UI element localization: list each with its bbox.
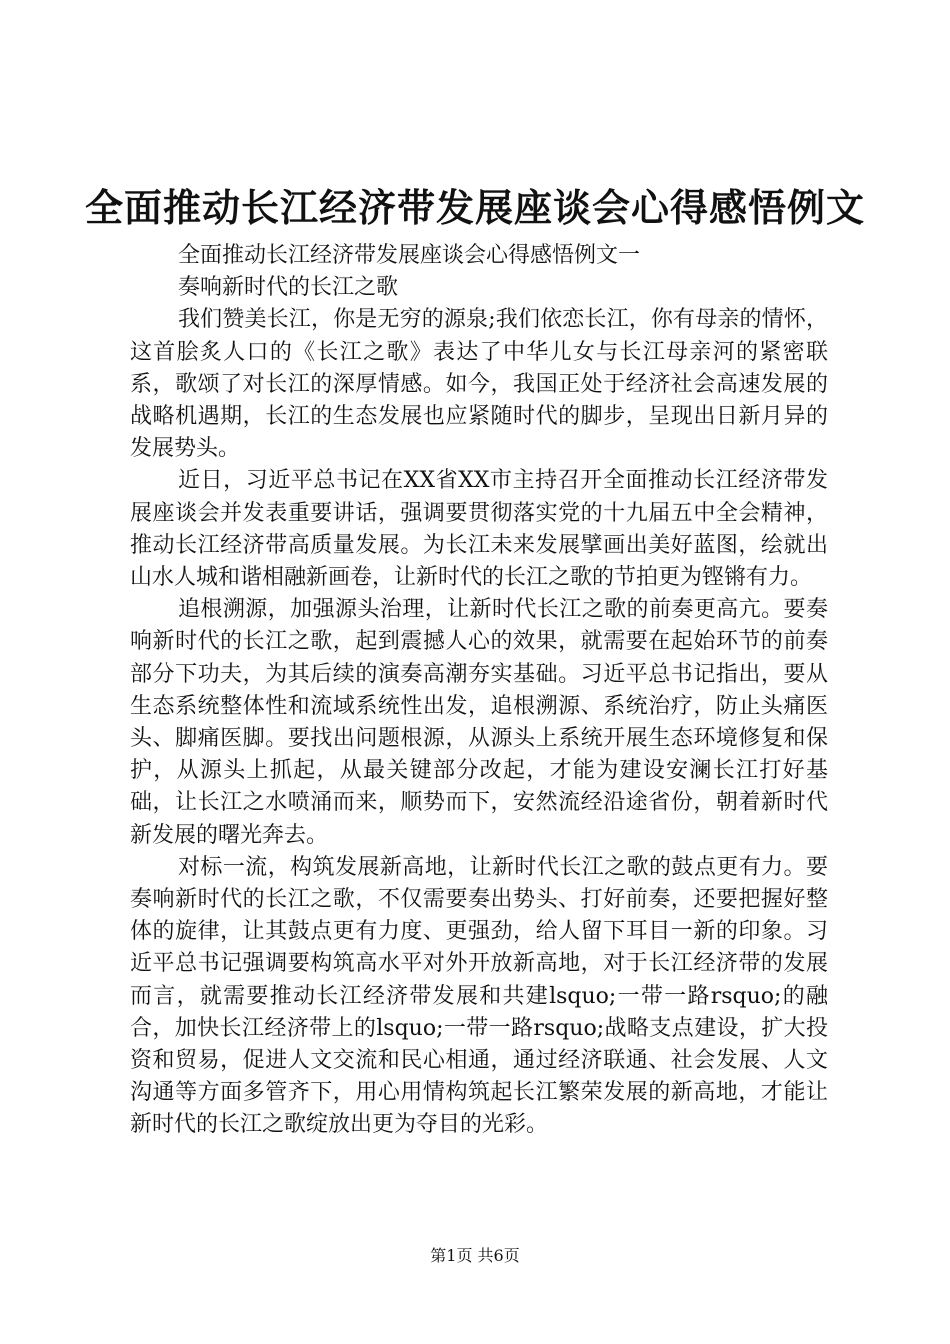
paragraph: 对标一流，构筑发展新高地，让新时代长江之歌的鼓点更有力。要奏响新时代的长江之歌，不仅需要奏出势头、打好前奏，还要把握好整体的旋律，让其鼓点更有力度、更强劲，给人留下耳目一新的印象。习近平总书记强调要构筑高水平对外开放新高地，对于长江经济带的发展而言，就需要推动长江经济带发展和共建lsquo;一带一路rsquo;的融合，加快长江经济带上的lsquo;一带一路rsquo;战略支点建设，扩大投资和贸易，促进人文交流和民心相通，通过经济联通、社会发展、人文沟通等方面多管齐下，用心用情构筑起长江繁荣发展的新高地，才能让新时代的长江之歌绽放出更为夺目的光彩。 [130, 854, 828, 1138]
paragraph: 近日，习近平总书记在XX省XX市主持召开全面推动长江经济带发展座谈会并发表重要讲话，强调要贯彻落实党的十九届五中全会精神，推动长江经济带高质量发展。为长江未来发展擘画出美好蓝图，绘就出山水人城和谐相融新画卷，让新时代的长江之歌的节拍更为铿锵有力。 [130, 468, 828, 591]
document-title: 全面推动长江经济带发展座谈会心得感悟例文 [84, 186, 865, 230]
page-number-footer: 第1页 共6页 [430, 1246, 520, 1265]
document-body [130, 240, 828, 1142]
section-heading: 奏响新时代的长江之歌 [178, 275, 399, 301]
document-subtitle: 全面推动长江经济带发展座谈会心得感悟例文一 [178, 243, 641, 268]
paragraph: 我们赞美长江，你是无穷的源泉;我们依恋长江，你有母亲的情怀，这首脍炙人口的《长江之歌》表达了中华儿女与长江母亲河的紧密联系，歌颂了对长江的深厚情感。如今，我国正处于经济社会高速发展的战略机遇期，长江的生态发展也应紧随时代的脚步，呈现出日新月异的发展势头。 [130, 307, 828, 462]
paragraph: 追根溯源，加强源头治理，让新时代长江之歌的前奏更高亢。要奏响新时代的长江之歌，起到震撼人心的效果，就需要在起始环节的前奏部分下功夫，为其后续的演奏高潮夯实基础。习近平总书记指出，要从生态系统整体性和流域系统性出发，追根溯源、系统治疗，防止头痛医头、脚痛医脚。要找出问题根源，从源头上系统开展生态环境修复和保护，从源头上抓起，从最关键部分改起，才能为建设安澜长江打好基础，让长江之水喷涌而来，顺势而下，安然流经沿途省份，朝着新时代新发展的曙光奔去。 [130, 597, 828, 848]
